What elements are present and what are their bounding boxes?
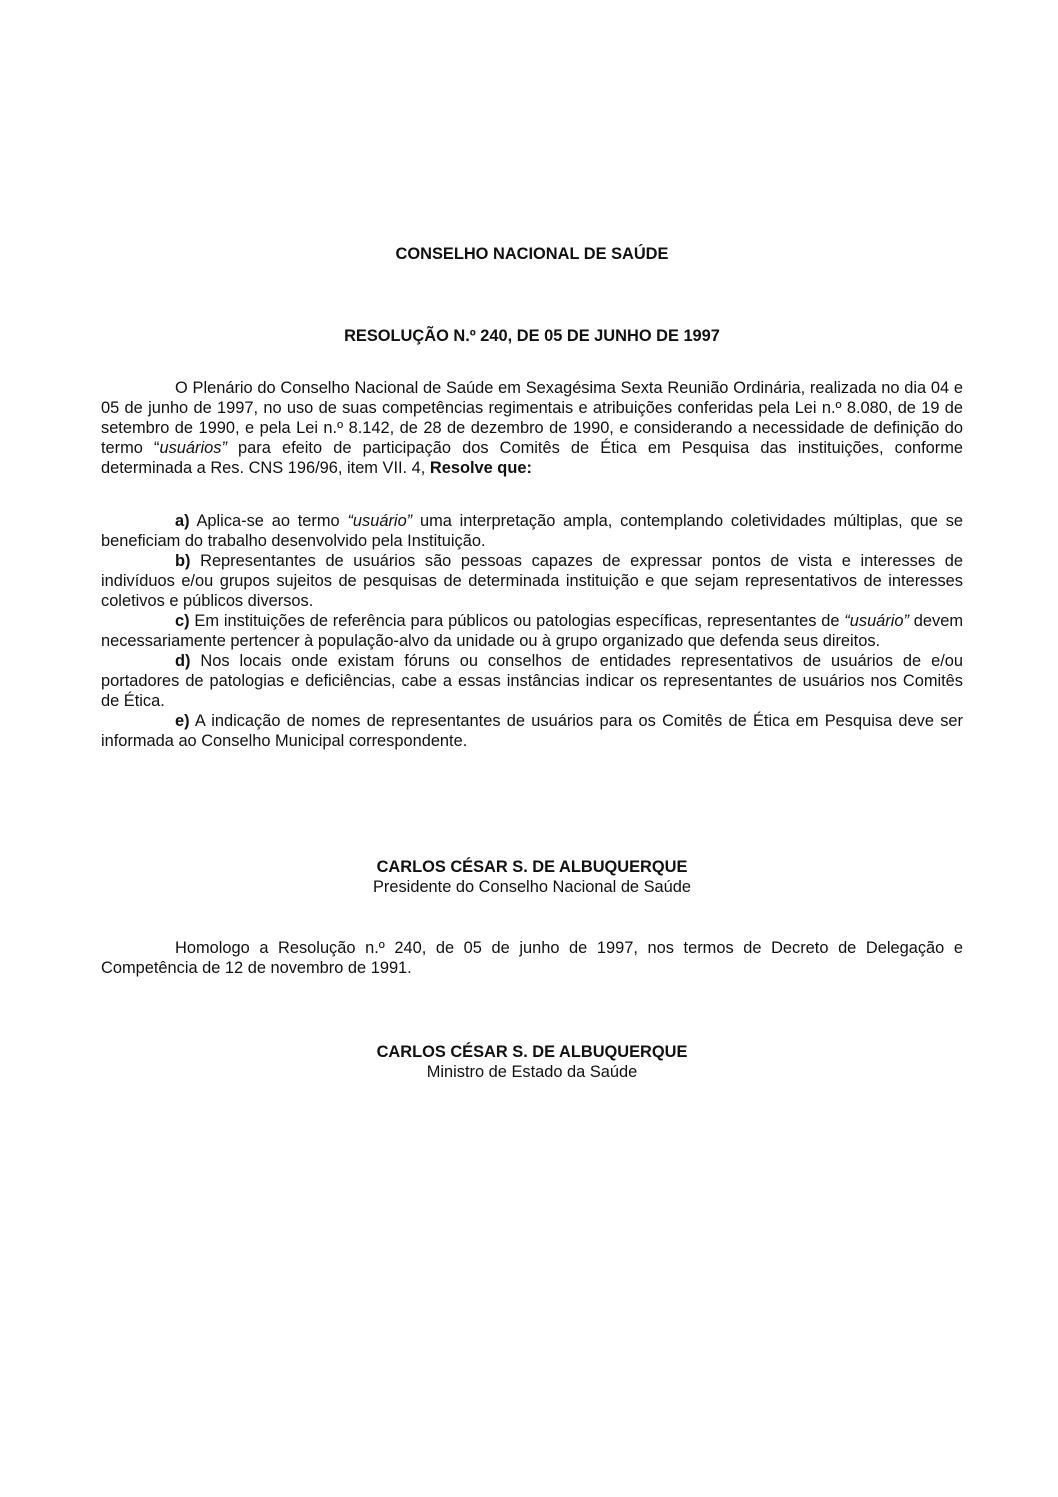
preamble-term: usuários” bbox=[159, 439, 227, 457]
signature-block-president bbox=[101, 857, 963, 897]
resolution-item-c bbox=[101, 611, 963, 651]
item-letter: c) bbox=[175, 612, 190, 630]
item-letter: b) bbox=[175, 552, 191, 570]
item-term: “usuário” bbox=[347, 512, 413, 530]
item-term: “usuário” bbox=[844, 612, 909, 630]
resolution-item-d bbox=[101, 651, 963, 711]
resolve-label: Resolve que: bbox=[429, 459, 532, 477]
item-text-cont: devem necessariamente pertencer à população-alvo da unidade ou à grupo organizado que defenda seus direitos. bbox=[101, 612, 964, 650]
preamble-text-2: para efeito de participação dos Comitês de Ética em Pesquisa das instituições, conforme determinada a Res. CNS 196/96, item VII. 4, bbox=[101, 439, 963, 477]
signatory-role: Ministro de Estado da Saúde bbox=[426, 1063, 638, 1081]
preamble-paragraph bbox=[101, 378, 963, 478]
item-letter: d) bbox=[175, 652, 191, 670]
signatory-role: Presidente do Conselho Nacional de Saúde bbox=[372, 878, 692, 896]
council-title: CONSELHO NACIONAL DE SAÚDE bbox=[395, 245, 669, 263]
resolution-title: RESOLUÇÃO N.º 240, DE 05 DE JUNHO DE 1997 bbox=[344, 327, 720, 345]
resolution-item-e bbox=[101, 711, 963, 751]
item-text: Representantes de usuários são pessoas capazes de expressar pontos de vista e interesses de indivíduos e/ou grupos sujeitos de pesquisas de determinada instituição e que sejam representativos de interesses coletivos e públicos diversos. bbox=[101, 552, 963, 610]
item-text: A indicação de nomes de representantes de usuários para os Comitês de Ética em Pesquisa deve ser informada ao Conselho Municipal correspondente. bbox=[101, 712, 963, 750]
item-text: Em instituições de referência para públicos ou patologias específicas, representantes de bbox=[189, 612, 845, 630]
resolution-item-a bbox=[101, 511, 963, 551]
resolution-items bbox=[101, 511, 963, 751]
resolution-item-b bbox=[101, 551, 963, 611]
signature-block-minister bbox=[101, 1042, 963, 1082]
signatory-name: CARLOS CÉSAR S. DE ALBUQUERQUE bbox=[376, 858, 688, 876]
item-text: Aplica-se ao termo bbox=[189, 512, 348, 530]
item-text: Nos locais onde existam fóruns ou conselhos de entidades representativos de usuários de e/ou portadores de patologias e deficiências, cabe a essas instâncias indicar os representantes de usuários nos Comitês de Ética. bbox=[101, 652, 963, 710]
item-letter: a) bbox=[175, 512, 190, 530]
homologation-paragraph: Homologo a Resolução n.º 240, de 05 de junho de 1997, nos termos de Decreto de Delegação e Competência de 12 de novembro de 1991. bbox=[101, 939, 963, 977]
signatory-name: CARLOS CÉSAR S. DE ALBUQUERQUE bbox=[376, 1043, 688, 1061]
document-page bbox=[101, 0, 963, 1497]
item-letter: e) bbox=[175, 712, 190, 730]
preamble-text-1: O Plenário do Conselho Nacional de Saúde em Sexagésima Sexta Reunião Ordinária, realizada no dia 04 e 05 de junho de 1997, no uso de suas competências regimentais e atribuições conferidas pela Lei n.º 8.080, de 19 de setembro de 1990, e pela Lei n.º 8.142, de 28 de dezembro de 1990, e considerando a necessidade de definição do termo “ bbox=[101, 379, 963, 457]
item-text-cont: uma interpretação ampla, contemplando coletividades múltiplas, que se beneficiam do trabalho desenvolvido pela Instituição. bbox=[101, 512, 964, 550]
